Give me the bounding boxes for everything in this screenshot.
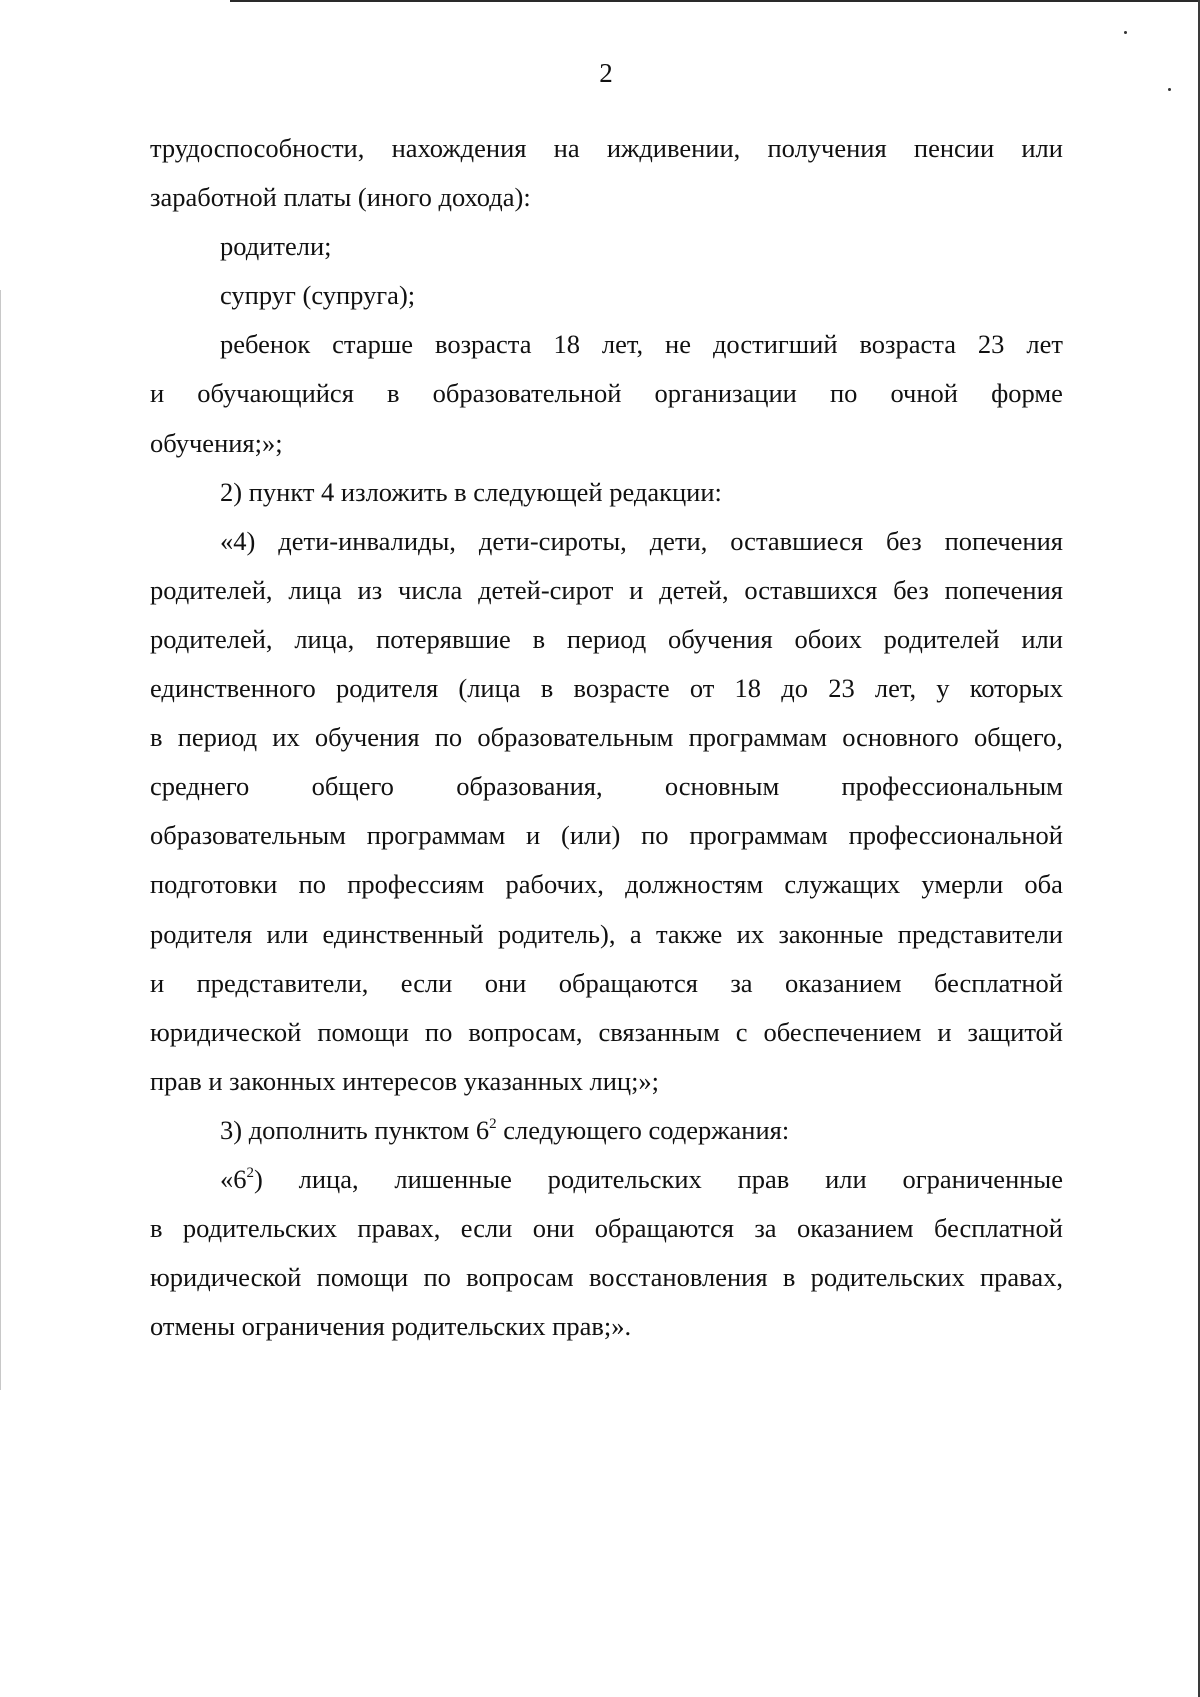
point-6-2-text: «6 — [220, 1163, 247, 1194]
word: программам — [688, 722, 828, 753]
word: обеспечением — [763, 1016, 922, 1047]
word: помощи — [316, 1262, 409, 1293]
text-line — [150, 762, 1063, 811]
word: период — [177, 722, 258, 753]
word: по — [423, 1262, 451, 1293]
word: детей, — [659, 574, 729, 605]
word: и — [629, 574, 644, 605]
word: 23 — [828, 673, 855, 704]
word: период — [566, 623, 647, 654]
word: попечения — [944, 525, 1063, 556]
word: среднего — [150, 771, 250, 802]
word: или — [1021, 623, 1063, 654]
point-6-2-line — [150, 1155, 1063, 1204]
word: помощи — [317, 1016, 409, 1047]
word: очной — [890, 378, 958, 409]
word: оба — [1024, 869, 1063, 900]
word: родителей — [883, 623, 1000, 654]
text-line — [150, 910, 1063, 959]
word: представители — [897, 918, 1063, 949]
word: и — [526, 820, 541, 851]
word: основного — [842, 722, 959, 753]
word: единственный — [322, 918, 484, 949]
word: правах, — [979, 1262, 1063, 1293]
word: по — [829, 378, 858, 409]
word: без — [893, 574, 929, 605]
word: умерли — [921, 869, 1004, 900]
word: 23 — [977, 329, 1005, 360]
text-line: супруг (супруга); — [220, 280, 416, 311]
point-6-2-line — [150, 1204, 1063, 1253]
word: бесплатной — [933, 1213, 1063, 1244]
word: за — [730, 967, 753, 998]
word: их — [736, 918, 765, 949]
word: подготовки — [150, 869, 278, 900]
word: числа — [398, 574, 463, 605]
text-line: родители; — [220, 231, 332, 262]
word: 18 — [553, 329, 580, 360]
word: до — [781, 673, 808, 704]
word: восстановления — [588, 1262, 768, 1293]
word: дети, — [649, 525, 708, 556]
word: правах, — [357, 1213, 441, 1244]
word: по — [424, 1016, 453, 1047]
text-line — [150, 713, 1063, 762]
paragraph-lines — [150, 124, 1063, 1106]
word: вопросам — [466, 1262, 574, 1293]
word: возраста — [434, 329, 532, 360]
word: форме — [991, 378, 1063, 409]
document-body — [150, 124, 1063, 1351]
point-6-2-line — [150, 1253, 1063, 1302]
text-line — [150, 860, 1063, 909]
word: на — [553, 133, 580, 163]
word: в — [387, 378, 400, 409]
word: образовательным — [477, 722, 674, 753]
word: образовательным — [150, 820, 346, 851]
word: из — [357, 574, 383, 605]
point-6-2-text-end: ) лица, лишенные родительских прав или ограниченные — [254, 1163, 1063, 1194]
word: оставшиеся — [730, 525, 864, 556]
word: программам — [689, 820, 828, 851]
word: законные — [778, 918, 884, 949]
word: должностям — [625, 869, 764, 900]
word: дети-инвалиды, — [278, 525, 456, 556]
word: у — [936, 673, 950, 704]
word: достигший — [712, 329, 838, 360]
word: оказанием — [784, 967, 902, 998]
word: они — [532, 1213, 575, 1244]
word: оставшихся — [744, 574, 878, 605]
word: если — [400, 967, 453, 998]
word: по — [641, 820, 669, 851]
word: рабочих, — [505, 869, 604, 900]
word: вопросам, — [468, 1016, 583, 1047]
point-3-text: 3) дополнить пунктом 6 — [220, 1114, 490, 1145]
word: профессиональным — [841, 771, 1063, 802]
word: профессиям — [347, 869, 485, 900]
word: общего, — [973, 722, 1063, 753]
word: и — [150, 378, 165, 409]
word: обращаются — [558, 967, 698, 998]
word: если — [460, 1213, 513, 1244]
word: образовательной — [432, 378, 622, 409]
word: а — [629, 918, 642, 949]
point-3-line — [150, 1106, 1063, 1155]
word: и — [150, 967, 165, 998]
word: лет — [1026, 329, 1063, 360]
word: служащих — [784, 869, 901, 900]
word: старше — [332, 329, 414, 360]
word: за — [754, 1213, 777, 1244]
word: в — [532, 623, 546, 654]
text-line: 2) пункт 4 изложить в следующей редакции: — [220, 476, 722, 507]
word: (или) — [561, 820, 621, 851]
word: от — [689, 673, 715, 704]
word: в — [150, 1213, 163, 1244]
word: дети-сироты, — [478, 525, 627, 556]
word: бесплатной — [933, 967, 1063, 998]
word: возрасте — [573, 673, 670, 704]
scan-speck — [1124, 31, 1127, 34]
word: детей-сирот — [478, 574, 614, 605]
word: возраста — [859, 329, 956, 360]
scan-edge-left — [0, 290, 1, 1390]
text-line — [150, 811, 1063, 860]
word: попечения — [944, 574, 1063, 605]
word: оказанием — [796, 1213, 914, 1244]
text-line — [150, 615, 1063, 664]
word: ребенок — [220, 329, 311, 360]
word: юридической — [150, 1262, 302, 1293]
superscript: 2 — [489, 1115, 497, 1132]
page-number: 2 — [599, 58, 613, 88]
text-line: прав и законных интересов указанных лиц;»; — [150, 1065, 660, 1096]
word: общего — [311, 771, 394, 802]
word: представители, — [196, 967, 369, 998]
word: «4) — [220, 525, 256, 556]
word: в — [150, 722, 163, 753]
word: основным — [664, 771, 780, 802]
word: родителя — [150, 918, 253, 949]
word: трудоспособности, — [150, 133, 365, 163]
word: единственного — [150, 673, 316, 704]
text-line — [150, 517, 1063, 566]
word: обучения — [314, 722, 420, 753]
word: обучения — [668, 623, 773, 654]
word: родительских — [810, 1262, 965, 1293]
word: по — [298, 869, 326, 900]
word: родителей, — [150, 623, 273, 654]
word: они — [484, 967, 527, 998]
text-line: заработной платы (иного дохода): — [150, 182, 531, 213]
word: (лица — [458, 673, 521, 704]
word: получения — [767, 133, 887, 163]
word: образования, — [456, 771, 603, 802]
word: 18 — [734, 673, 762, 704]
word: которых — [969, 673, 1063, 704]
word: программам — [366, 820, 506, 851]
text-line: обучения;»; — [150, 427, 283, 458]
word: обращаются — [594, 1213, 734, 1244]
text-line — [150, 124, 1063, 173]
text-line — [150, 566, 1063, 615]
word: не — [665, 329, 691, 360]
word: пенсии — [913, 133, 995, 163]
word: лица — [288, 574, 342, 605]
word: по — [434, 722, 463, 753]
word: юридической — [150, 1016, 302, 1047]
word: с — [735, 1016, 748, 1047]
word: в — [540, 673, 554, 704]
word: организации — [654, 378, 797, 409]
word: в — [782, 1262, 796, 1293]
text-line — [150, 959, 1063, 1008]
text-line — [150, 320, 1063, 369]
word: или — [266, 918, 309, 949]
scan-edge-top — [230, 0, 1200, 2]
text-line — [150, 664, 1063, 713]
word: защитой — [967, 1016, 1063, 1047]
point-3-text-end: следующего содержания: — [496, 1114, 790, 1145]
word: потерявшие — [376, 623, 511, 654]
word: обоих — [794, 623, 862, 654]
word: иждивении, — [606, 133, 741, 163]
word: профессиональной — [848, 820, 1063, 851]
word: связанным — [598, 1016, 720, 1047]
text-line — [150, 369, 1063, 418]
word: также — [656, 918, 723, 949]
word: родительских — [182, 1213, 338, 1244]
word: обучающийся — [197, 378, 354, 409]
word: лица, — [294, 623, 355, 654]
word: родителя — [336, 673, 439, 704]
superscript: 2 — [246, 1164, 254, 1181]
word: лет, — [874, 673, 917, 704]
point-6-2-line: отмены ограничения родительских прав;». — [150, 1311, 632, 1342]
word: нахождения — [391, 133, 527, 163]
word: родителей, — [150, 574, 273, 605]
word: их — [272, 722, 300, 753]
word: родитель), — [497, 918, 616, 949]
word: без — [886, 525, 922, 556]
word: лет, — [601, 329, 644, 360]
word: и — [937, 1016, 952, 1047]
text-line — [150, 1008, 1063, 1057]
word: или — [1021, 133, 1063, 163]
